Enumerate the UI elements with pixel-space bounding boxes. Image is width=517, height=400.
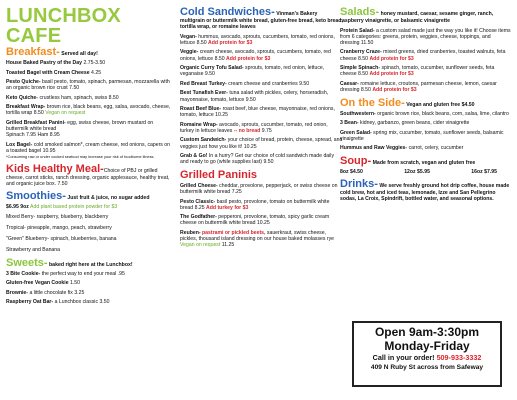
breakfast-heading: Breakfast- bbox=[6, 46, 60, 58]
menu-item: 3 Bite Cookie- the perfect way to end your meal .95 bbox=[6, 270, 125, 277]
smoothies-heading: Smoothies- bbox=[6, 190, 66, 203]
hours-box bbox=[352, 321, 502, 387]
kids-heading: Kids Healthy Meal- bbox=[6, 162, 104, 175]
menu-item: Southwestern- organic brown rice, black beans, corn, salsa, lime, cilantro bbox=[340, 110, 509, 117]
smoothie-pricing: $6.95 9oz Add plant based protein powder for $3 bbox=[6, 204, 118, 211]
menu-item: Green Salad- spring mix, cucumber, tomato, sunflower seeds, balsamic vinaigrette bbox=[340, 129, 504, 142]
menu-item: Grilled Breakfast Panini- egg, swiss cheese, brown mustard on buttermilk white bread bbox=[6, 119, 154, 133]
list-item: Mixed Berry- raspberry, blueberry, blackberry bbox=[6, 213, 109, 220]
menu-item: Simple Spinach- spinach, tomato, cucumber, sunflower seeds, feta cheese 8.50 Add protein for $3 bbox=[340, 65, 495, 78]
column-left bbox=[6, 6, 174, 309]
menu-item: Pesto Quiche- basil pesto, tomato, spinach, parmesan, mozzarella with an organic brown rice crust 7.50 bbox=[6, 79, 170, 92]
soup-heading: Soup- bbox=[340, 154, 372, 167]
menu-item: Custom Sandwich- your choice of bread, protein, cheese, spread, and veggies just how you like it! 10.25 bbox=[180, 137, 343, 150]
menu-item: Caesar- romaine lettuce, croutons, parmesan cheese, lemon, caesar dressing 8.50 Add protein for $3 bbox=[340, 80, 497, 94]
list-item: Tropical- pineapple, mango, peach, strawberry bbox=[6, 225, 112, 232]
call-in-line: Call in your order! 509-933-3332 bbox=[372, 353, 482, 362]
sweets-heading: Sweets- bbox=[6, 256, 48, 269]
cold-sandwiches-header: Cold Sandwiches- Vinman's Bakery multigrain or buttermilk white bread, gluten-free bread, keto bread, tortilla wrap, or romaine leaves bbox=[180, 6, 343, 31]
menu-item: Reuben- pastrami or pickled beets, sauerkraut, swiss cheese, pickles, thousand island dressing on our house baked molasses rye Vegan on request 11.25 bbox=[180, 229, 335, 249]
menu-item: Raspberry Oat Bar- a Lunchbox classic 3.50 bbox=[6, 299, 110, 306]
salads-heading: Salads- bbox=[340, 6, 380, 18]
hours-text: Open 9am-3:30pm bbox=[374, 325, 480, 339]
menu-item: Toasted Bagel with Cream Cheese 4.25 bbox=[6, 69, 102, 76]
menu-item: Cranberry Craze- mixed greens, dried cranberries, toasted walnuts, feta cheese 8.50 Add protein for $3 bbox=[340, 49, 506, 62]
salads-header: Salads- honey mustard, caesar, sesame ginger, ranch, raspberry vinaigrette, or balsamic vinaigrette bbox=[340, 6, 494, 24]
drinks-section: Drinks- We serve freshly ground hot drip coffee, house made cold brew, hot and iced teas, lemonade, Izze and San Pellegrino sodas, La Croix, Spindrift, bottled water, and seasonal options. bbox=[340, 178, 510, 203]
menu-item: Keto Quiche- crustless ham, spinach, swiss 8.50 bbox=[6, 94, 119, 101]
menu-item: Best Tunafish Ever- tuna salad with pickles, celery, horseradish, mayonnaise, tomato, lettuce 9.50 bbox=[180, 90, 329, 103]
column-right bbox=[340, 6, 511, 206]
menu-item: Pesto Classic- basil pesto, provolone, tomato on buttermilk white bread 8.25 Add turkey for $3 bbox=[180, 198, 330, 211]
paninis-heading: Grilled Paninis bbox=[180, 168, 258, 181]
menu-item-variants: Spinach 7.95 Ham 8.95 bbox=[6, 132, 60, 139]
column-middle bbox=[180, 6, 343, 252]
menu-item: Grab & Go! In a hurry? Get our choice of cold sandwich made daily and ready to go (while supplies last) 9.50 bbox=[180, 153, 335, 166]
menu-item: Brownie- a little chocolate fix 3.25 bbox=[6, 289, 85, 296]
sides-heading: On the Side- bbox=[340, 96, 405, 109]
menu-item: Roast Beef Blue- roast beef, blue cheese, mayonnaise, red onions, tomato, lettuce 10.25 bbox=[180, 106, 335, 119]
menu-item: Gluten-free Vegan Cookie 1.50 bbox=[6, 280, 81, 287]
seafood-footnote: *Consuming raw or under cooked seafood may increase your risk of foodborne illness. bbox=[6, 154, 155, 160]
cold-sandwiches-heading: Cold Sandwiches- bbox=[180, 6, 275, 18]
sweets-note: baked right here at the Lunchbox! bbox=[49, 261, 133, 268]
phone-number: 509-933-3332 bbox=[436, 353, 482, 362]
list-item: "Green" Blueberry- spinach, blueberries, banana bbox=[6, 236, 117, 243]
menu-item: Grilled Cheese- cheddar, provolone, pepperjack, or swiss cheese on buttermilk white bread 7.25 bbox=[180, 182, 338, 196]
address-text: 409 N Ruby St across from Safeway bbox=[370, 364, 484, 371]
menu-item: Protein Salad- a custom salad made just the way you like it! Choose items from 6 categories: greens, protein, veggies, cheese, toppings, and dressing 11.50 bbox=[340, 27, 511, 46]
menu-item: The Godfather- pepperoni, provolone, tomato, spicy garlic cream cheese on buttermilk white bread 10.25 bbox=[180, 214, 330, 227]
menu-item: Romaine Wrap- avocado, sprouts, cucumber, tomato, red onion, turkey in lettuce leaves -- no bread 9.75 bbox=[180, 121, 328, 134]
menu-item: House Baked Pastry of the Day 2.75-3.50 bbox=[6, 60, 106, 66]
days-text: Monday-Friday bbox=[384, 339, 470, 353]
menu-item: Breakfast Wrap- brown rice, black beans, egg, salsa, avocado, cheese, tortilla wrap 8.50 Vegan on request bbox=[6, 104, 171, 117]
soup-note: Made from scratch, vegan and gluten free bbox=[372, 159, 476, 166]
menu-item: Hummus and Raw Veggies- carrot, celery, cucumber bbox=[340, 145, 464, 152]
breakfast-note: Served all day! bbox=[61, 51, 98, 57]
kids-meal: Kids Healthy Meal-Choice of PBJ or grilled cheese, carrot sticks, ranch dressing, organic applesauce, healthy treat, and organic juice box. 7.50 bbox=[6, 162, 170, 187]
brand-logo: LUNCHBOX CAFE bbox=[6, 5, 121, 47]
menu-item: Lox Bagel- cold smoked salmon*, cream cheese, red onions, capers on a toasted bagel 10.95 bbox=[6, 141, 171, 155]
smoothies-note: Just fruit & juice, no sugar added bbox=[67, 195, 150, 202]
menu-item: Red Breast Turkey- cream cheese and cranberries 9.50 bbox=[180, 80, 310, 87]
list-item: Strawberry and Banana bbox=[6, 247, 61, 254]
drinks-heading: Drinks- bbox=[340, 178, 378, 191]
menu-item: 3 Bean- kidney, garbanzo, green beans, cider vinaigrette bbox=[340, 120, 470, 127]
soup-sizes: 8oz $4.50 12oz $5.95 16oz $7.95 bbox=[340, 168, 497, 175]
sides-note: Vegan and gluten free $4.50 bbox=[406, 101, 475, 108]
menu-item: Vegan- hummus, avocado, sprouts, cucumbers, tomato, red onions, lettuce 8.50 Add protein for $3 bbox=[180, 33, 335, 46]
menu-item: Veggie- cream cheese, avocado, sprouts, cucumbers, tomato, red onions, lettuce 8.50 Add protein for $3 bbox=[180, 49, 331, 62]
menu-item: Organic Curry Tofu Salad- sprouts, tomato, red onion, lettuce, veganaise 9.50 bbox=[180, 65, 325, 78]
